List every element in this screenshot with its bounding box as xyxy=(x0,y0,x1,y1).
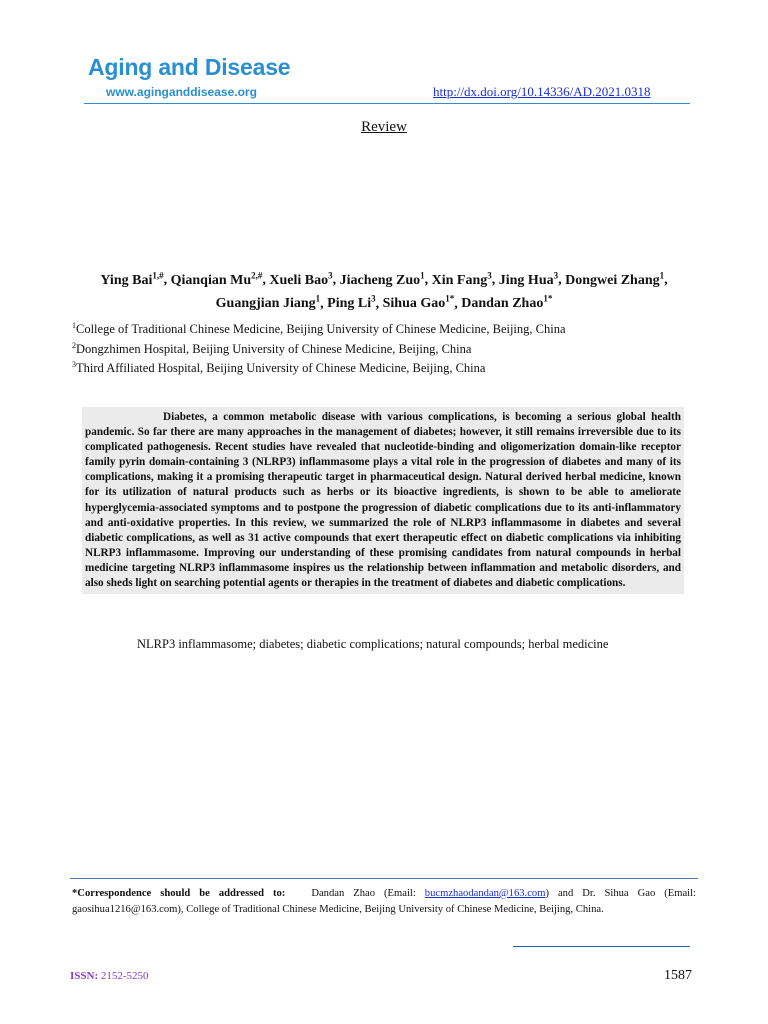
author-item xyxy=(461,293,553,312)
correspondence-note xyxy=(72,886,696,917)
page-number: 1587 xyxy=(664,968,692,983)
correspondence-post: ) and Dr. Sihua Gao (Email: gaosihua1216@163.com), College of Traditional Chinese Medicine, Beijing University of Chinese Medicine, Beijing, China. xyxy=(72,888,697,915)
correspondence-email-link[interactable]: bucmzhaodandan@163.com xyxy=(424,888,546,899)
author-name: Ying Bai xyxy=(100,272,153,288)
correspondence-pre: Dandan Zhao (Email: xyxy=(311,888,425,899)
author-name: Jiacheng Zuo xyxy=(339,272,421,288)
journal-title: Aging and Disease xyxy=(88,54,291,80)
affiliation-number: 3 xyxy=(72,360,76,370)
affiliation-text: Third Affiliated Hospital, Beijing University of Chinese Medicine, Beijing, China xyxy=(76,361,486,376)
affiliation-item xyxy=(72,338,566,358)
author-affiliation-mark: 1,# xyxy=(152,270,164,280)
author-name: Dandan Zhao xyxy=(461,296,544,312)
affiliation-text: Dongzhimen Hospital, Beijing University of Chinese Medicine, Beijing, China xyxy=(76,341,472,356)
author-affiliation-mark: 1* xyxy=(543,293,553,304)
affiliation-list xyxy=(72,318,566,377)
author-affiliation-mark: 3 xyxy=(328,270,333,280)
author-affiliation-mark: 3 xyxy=(553,270,559,280)
author-name: Sihua Gao xyxy=(382,296,446,312)
footnote-rule xyxy=(70,878,698,879)
author-name: Guangjian Jiang xyxy=(215,296,316,312)
author-item xyxy=(431,270,492,288)
author-name: Xueli Bao xyxy=(269,272,329,288)
author-affiliation-mark: 1 xyxy=(315,293,321,304)
keywords: NLRP3 inflammasome; diabetes; diabetic complications; natural compounds; herbal medicine xyxy=(137,637,609,651)
footer-short-rule xyxy=(513,946,690,947)
author-affiliation-mark: 2,# xyxy=(251,270,263,280)
author-item xyxy=(215,293,321,312)
author-affiliation-mark: 1 xyxy=(420,270,425,280)
author-item xyxy=(100,270,164,288)
author-item xyxy=(339,270,425,288)
article-type: Review xyxy=(361,119,407,135)
affiliation-number: 2 xyxy=(72,340,76,350)
doi-link[interactable]: http://dx.doi.org/10.14336/AD.2021.0318 xyxy=(433,84,651,99)
author-name: Ping Li xyxy=(327,296,372,312)
affiliation-item xyxy=(72,318,566,338)
correspondence-label: *Correspondence should be addressed to: xyxy=(72,888,286,899)
author-name: Xin Fang xyxy=(431,272,488,288)
header-rule xyxy=(84,103,690,104)
affiliation-text: College of Traditional Chinese Medicine, Beijing University of Chinese Medicine, Beijing, China xyxy=(76,322,566,337)
author-item xyxy=(269,270,333,288)
author-affiliation-mark: 1* xyxy=(445,293,455,304)
author-list: Ying Bai$^{1,\#}$, Qianqian $Mu^{2,\#}$, Xueli Bao$^3$, Jiacheng Zuo$^1$, Xin Fang$^3$, Jing Hua$^3$, Dongwei Zhang$^1$, Guangjian Jiang$^1$, Ping Li$^3$, Sihua Gao$^{1*}$, Dandan Zhao$^{1*}$ xyxy=(100,270,668,312)
issn xyxy=(70,970,149,982)
author-name: Qianqian Mu xyxy=(170,272,252,288)
journal-url[interactable]: www.aginganddisease.org xyxy=(106,85,257,99)
author-item xyxy=(498,270,559,288)
author-affiliation-mark: 3 xyxy=(487,270,492,280)
author-name: Jing Hua xyxy=(498,272,554,288)
author-affiliation-mark: 3 xyxy=(371,293,376,304)
affiliation-number: 1 xyxy=(72,321,76,330)
author-affiliation-mark: 1 xyxy=(659,270,665,280)
author-item xyxy=(327,293,376,312)
issn-label: ISSN: xyxy=(70,970,99,982)
author-name: Dongwei Zhang xyxy=(565,272,660,288)
affiliation-item xyxy=(72,357,566,377)
author-item xyxy=(565,270,665,288)
issn-value: 2152-5250 xyxy=(100,970,149,982)
author-item xyxy=(382,293,455,312)
abstract-text: Diabetes, a common metabolic disease with various complications, is becoming a serious global health pandemic. So far there are many approaches in the management of diabetes; however, it still remains irreversible due to its complicated pathogenesis. Recent studies have revealed that nucleotide-binding and oligomerization domain-like receptor family pyrin domain-containing 3 (NLRP3) inflammasome plays a vital role in the progression of diabetes and many of its complications, making it a promising therapeutic target in pharmaceutical design. Natural derived herbal medicine, known for its utilization of natural products such as herbs or its bioactive ingredients, is shown to be able to ameliorate hyperglycemia-associated symptoms and to postpone the progression of diabetic complications due to its anti-inflammatory and anti-oxidative properties. In this review, we summarized the role of NLRP3 inflammasome in diabetes and several diabetic complications, as well as 31 active compounds that exert therapeutic effect on diabetic complications via inhibiting NLRP3 inflammasome. Improving our understanding of these promising candidates from natural compounds in herbal medicine targeting NLRP3 inflammasome inspires us the relationship between inflammation and metabolic disorders, and also sheds light on searching potential agents or therapies in the treatment of diabetes and diabetic complications. xyxy=(82,407,684,594)
author-item xyxy=(170,270,263,288)
